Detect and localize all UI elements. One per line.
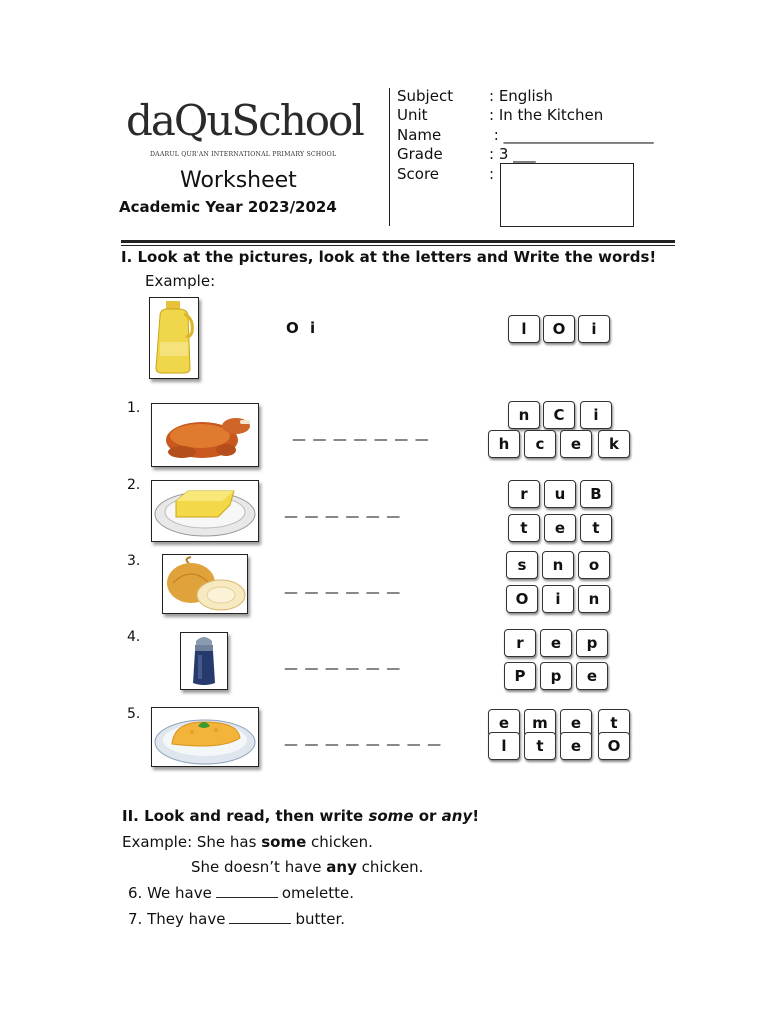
section2-title-some: some bbox=[368, 807, 414, 825]
item-number: 3. bbox=[127, 553, 141, 569]
info-name-label: Name bbox=[397, 126, 442, 144]
item-number: 1. bbox=[127, 400, 141, 416]
answer-blank[interactable]: — — — — — — — bbox=[292, 432, 430, 448]
letter-tile: O bbox=[506, 585, 538, 613]
letter-tile: O bbox=[598, 732, 630, 760]
score-box[interactable] bbox=[500, 163, 634, 227]
example-label: Example: bbox=[145, 272, 216, 290]
pepper-shaker-icon bbox=[180, 632, 228, 690]
letter-tile: i bbox=[580, 401, 612, 429]
letter-tile: C bbox=[543, 401, 575, 429]
question-number: 7. bbox=[128, 910, 143, 928]
letter-tile: u bbox=[544, 480, 576, 508]
letter-tile: e bbox=[560, 709, 592, 737]
letter-tile: n bbox=[508, 401, 540, 429]
section2-title bbox=[122, 807, 479, 825]
answer-blank[interactable]: — — — — — — bbox=[284, 661, 402, 677]
answer-line[interactable] bbox=[216, 884, 278, 898]
example-tile: l bbox=[508, 315, 540, 343]
info-subject-value: : English bbox=[489, 87, 553, 105]
example-bold-word: some bbox=[261, 833, 307, 851]
example-sentence-1 bbox=[122, 833, 373, 851]
example-hint: O i bbox=[286, 319, 319, 337]
omelette-plate-icon bbox=[151, 707, 259, 767]
academic-year: Academic Year 2023/2024 bbox=[119, 198, 337, 216]
letter-tile: m bbox=[524, 709, 556, 737]
answer-line[interactable] bbox=[229, 910, 291, 924]
letter-tile: n bbox=[542, 551, 574, 579]
letter-tile: t bbox=[508, 514, 540, 542]
letter-tile: e bbox=[544, 514, 576, 542]
example-bold-word: any bbox=[326, 858, 357, 876]
info-grade-label: Grade bbox=[397, 145, 443, 163]
info-subject-label: Subject bbox=[397, 87, 454, 105]
letter-tile: e bbox=[576, 662, 608, 690]
example-text: chicken. bbox=[306, 833, 373, 851]
answer-blank[interactable]: — — — — — — — — bbox=[284, 737, 443, 753]
info-score-label: Score bbox=[397, 165, 440, 183]
example-tile: i bbox=[578, 315, 610, 343]
onion-icon bbox=[162, 554, 248, 614]
info-unit-label: Unit bbox=[397, 106, 428, 124]
letter-tile: p bbox=[576, 629, 608, 657]
answer-blank[interactable]: — — — — — — bbox=[284, 585, 402, 601]
section2-title-or: or bbox=[413, 807, 442, 825]
letter-tile: n bbox=[578, 585, 610, 613]
letter-tile: o bbox=[578, 551, 610, 579]
letter-tile: c bbox=[524, 430, 556, 458]
info-grade-value: : 3 ___ bbox=[489, 145, 536, 163]
example-sentence-2 bbox=[191, 858, 423, 876]
worksheet-title: Worksheet bbox=[180, 168, 297, 193]
item-number: 2. bbox=[127, 477, 141, 493]
letter-tile: l bbox=[488, 732, 520, 760]
letter-tile: r bbox=[504, 629, 536, 657]
letter-tile: e bbox=[560, 732, 592, 760]
info-unit-value: : In the Kitchen bbox=[489, 106, 604, 124]
section2-title-text: II. Look and read, then write bbox=[122, 807, 369, 825]
section2-title-end: ! bbox=[472, 807, 480, 825]
section2-title-any: any bbox=[441, 807, 473, 825]
letter-tile: e bbox=[488, 709, 520, 737]
example-text: chicken. bbox=[356, 858, 424, 876]
school-logo-subtitle: DAARUL QUR'AN INTERNATIONAL PRIMARY SCHOOL bbox=[150, 151, 337, 158]
section-divider-thin bbox=[121, 245, 675, 246]
letter-tile: e bbox=[540, 629, 572, 657]
question-text: They have bbox=[147, 910, 226, 928]
letter-tile: k bbox=[598, 430, 630, 458]
section1-title: I. Look at the pictures, look at the letters and Write the words! bbox=[121, 248, 657, 266]
question-7 bbox=[128, 910, 345, 928]
example-text: She doesn’t have bbox=[191, 858, 327, 876]
question-text: butter. bbox=[295, 910, 346, 928]
letter-tile: r bbox=[508, 480, 540, 508]
letter-tile: P bbox=[504, 662, 536, 690]
info-name-field[interactable]: : ____________________ bbox=[489, 126, 654, 144]
header-divider bbox=[389, 88, 390, 226]
letter-tile: t bbox=[524, 732, 556, 760]
question-6 bbox=[128, 884, 354, 902]
info-score-colon: : bbox=[489, 165, 495, 183]
roast-chicken-icon bbox=[151, 403, 259, 467]
letter-tile: e bbox=[560, 430, 592, 458]
letter-tile: s bbox=[506, 551, 538, 579]
letter-tile: t bbox=[598, 709, 630, 737]
oil-bottle-icon bbox=[149, 297, 199, 379]
butter-plate-icon bbox=[151, 480, 259, 542]
letter-tile: t bbox=[580, 514, 612, 542]
letter-tile: h bbox=[488, 430, 520, 458]
letter-tile: i bbox=[542, 585, 574, 613]
answer-blank[interactable]: — — — — — — bbox=[284, 509, 402, 525]
school-logo: daQuSchool bbox=[126, 96, 363, 145]
question-number: 6. bbox=[128, 884, 143, 902]
item-number: 4. bbox=[127, 629, 141, 645]
question-text: omelette. bbox=[281, 884, 355, 902]
example-text: Example: She has bbox=[122, 833, 262, 851]
letter-tile: p bbox=[540, 662, 572, 690]
item-number: 5. bbox=[127, 706, 141, 722]
example-tile: O bbox=[543, 315, 575, 343]
question-text: We have bbox=[147, 884, 212, 902]
letter-tile: B bbox=[580, 480, 612, 508]
section-divider-thick bbox=[121, 240, 675, 243]
